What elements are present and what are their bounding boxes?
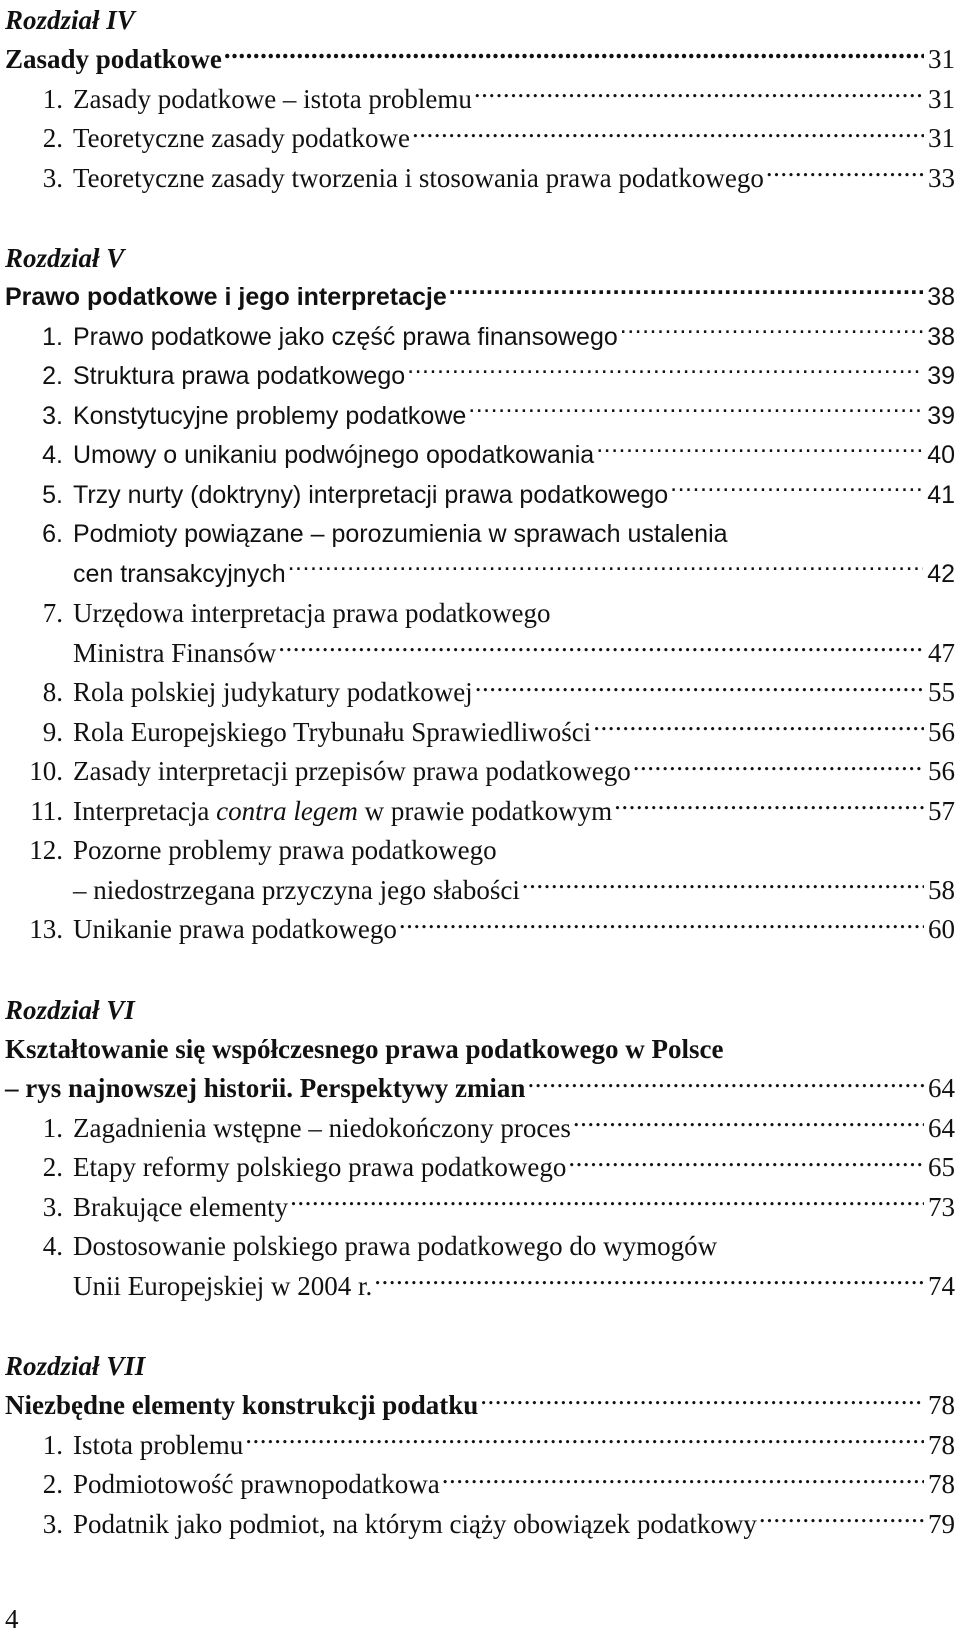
item-title-continued: – niedostrzegana przyczyna jego słabości bbox=[73, 874, 520, 905]
leader-dots bbox=[405, 359, 923, 384]
page-number: 55 bbox=[928, 677, 955, 707]
page-number: 64 bbox=[928, 1073, 955, 1103]
toc-item bbox=[5, 159, 955, 199]
leader-dots bbox=[566, 1149, 924, 1176]
chapter-label: Rozdział V bbox=[5, 243, 125, 273]
chapter-v bbox=[5, 238, 955, 950]
item-number: 1. bbox=[42, 83, 63, 114]
chapter-label: Rozdział IV bbox=[5, 5, 135, 35]
chapter-title-row-continued bbox=[5, 1069, 955, 1109]
page-number: 40 bbox=[927, 441, 955, 469]
toc-item bbox=[5, 476, 955, 516]
chapter-label: Rozdział VI bbox=[5, 994, 135, 1025]
page-number: 31 bbox=[928, 44, 955, 74]
page-number: 31 bbox=[928, 83, 955, 114]
footer-page-number: 4 bbox=[5, 1604, 19, 1634]
toc-item bbox=[5, 673, 955, 713]
leader-dots bbox=[288, 1189, 924, 1216]
chapter-title: Zasady podatkowe bbox=[5, 44, 222, 74]
toc-item bbox=[5, 436, 955, 476]
chapter-title-row bbox=[5, 40, 955, 80]
toc-item bbox=[5, 1505, 955, 1545]
item-title: Umowy o unikaniu podwójnego opodatkowania bbox=[73, 441, 595, 469]
page-number: 65 bbox=[928, 1152, 955, 1182]
table-of-contents bbox=[5, 0, 955, 1544]
item-title-continued: Ministra Finansów bbox=[73, 637, 277, 668]
item-number: 2. bbox=[42, 1469, 63, 1499]
page-number: 38 bbox=[927, 322, 955, 351]
item-title: Teoretyczne zasady tworzenia i stosowania prawa podatkowego bbox=[73, 162, 764, 193]
chapter-title: Prawo podatkowe i jego interpretacje bbox=[5, 283, 447, 311]
item-title: Prawo podatkowe jako część prawa finansowego bbox=[73, 322, 618, 351]
page-number: 78 bbox=[928, 1469, 955, 1499]
item-number: 4. bbox=[42, 1231, 63, 1261]
item-title: Etapy reformy polskiego prawa podatkowego bbox=[73, 1152, 567, 1182]
item-number: 12. bbox=[29, 835, 63, 865]
leader-dots bbox=[631, 753, 924, 780]
item-title: Unikanie prawa podatkowego bbox=[73, 914, 397, 944]
page-number: 42 bbox=[927, 559, 955, 588]
page-number: 58 bbox=[928, 874, 955, 905]
leader-dots bbox=[472, 81, 924, 108]
toc-item-continuation bbox=[5, 871, 955, 911]
leader-dots bbox=[525, 1070, 924, 1097]
toc-item bbox=[5, 357, 955, 397]
leader-dots bbox=[591, 714, 924, 741]
leader-dots bbox=[397, 911, 924, 938]
toc-item-continuation bbox=[5, 634, 955, 674]
leader-dots bbox=[668, 478, 923, 503]
page-number: 64 bbox=[928, 1112, 955, 1143]
toc-item bbox=[5, 1148, 955, 1188]
item-title: Brakujące elementy bbox=[73, 1191, 289, 1222]
page-number: 31 bbox=[928, 123, 955, 153]
item-number: 1. bbox=[42, 322, 63, 351]
toc-item bbox=[5, 752, 955, 792]
chapter-title-row bbox=[5, 1030, 955, 1070]
chapter-label: Rozdział VII bbox=[5, 1351, 146, 1381]
leader-dots bbox=[473, 674, 924, 701]
leader-dots bbox=[447, 280, 923, 305]
leader-dots bbox=[466, 399, 923, 424]
leader-dots bbox=[612, 793, 924, 820]
item-title: Pozorne problemy prawa podatkowego bbox=[73, 835, 497, 865]
toc-item bbox=[5, 1426, 955, 1466]
item-number: 3. bbox=[42, 162, 63, 193]
item-number: 8. bbox=[42, 677, 63, 707]
item-title: Podmiotowość prawnopodatkowa bbox=[73, 1469, 440, 1499]
chapter-title-row bbox=[5, 1386, 955, 1426]
item-number: 5. bbox=[42, 480, 63, 509]
chapter-title-continued: – rys najnowszej historii. Perspektywy zmian bbox=[5, 1073, 526, 1103]
item-number: 2. bbox=[42, 123, 63, 153]
toc-item bbox=[5, 792, 955, 832]
leader-dots bbox=[594, 438, 923, 463]
italic-term: contra legem bbox=[216, 795, 358, 826]
toc-item bbox=[5, 80, 955, 120]
chapter-vi bbox=[5, 990, 955, 1307]
item-title: Zagadnienia wstępne – niedokończony proces bbox=[73, 1112, 571, 1143]
page-number: 60 bbox=[928, 914, 955, 944]
item-title: Interpretacja contra legem w prawie podatkowym bbox=[73, 795, 613, 826]
toc-item bbox=[5, 318, 955, 358]
item-number: 3. bbox=[42, 401, 63, 430]
toc-item bbox=[5, 594, 955, 634]
item-number: 3. bbox=[42, 1508, 63, 1539]
leader-dots bbox=[571, 1110, 924, 1137]
page-number: 78 bbox=[928, 1390, 955, 1420]
item-title: Rola Europejskiego Trybunału Sprawiedliwości bbox=[73, 716, 592, 747]
leader-dots bbox=[764, 160, 924, 187]
leader-dots bbox=[243, 1427, 924, 1454]
toc-item bbox=[5, 397, 955, 437]
toc-item bbox=[5, 515, 955, 555]
chapter-title: Kształtowanie się współczesnego prawa podatkowego w Polsce bbox=[5, 1033, 724, 1064]
item-title: Konstytucyjne problemy podatkowe bbox=[73, 401, 467, 430]
item-number: 1. bbox=[42, 1112, 63, 1143]
leader-dots bbox=[478, 1387, 924, 1414]
leader-dots bbox=[222, 41, 924, 68]
item-number: 13. bbox=[29, 914, 63, 944]
page-number: 38 bbox=[927, 283, 955, 311]
leader-dots bbox=[757, 1506, 924, 1533]
item-title: Zasady podatkowe – istota problemu bbox=[73, 83, 472, 114]
leader-dots bbox=[520, 872, 924, 899]
item-number: 10. bbox=[29, 756, 63, 786]
page-number: 56 bbox=[928, 716, 955, 747]
toc-item bbox=[5, 1188, 955, 1228]
item-number: 2. bbox=[42, 362, 63, 390]
toc-item bbox=[5, 1465, 955, 1505]
page-number: 33 bbox=[928, 162, 955, 193]
leader-dots bbox=[440, 1466, 924, 1493]
page-number: 47 bbox=[928, 637, 955, 668]
item-title: Podmioty powiązane – porozumienia w sprawach ustalenia bbox=[73, 520, 728, 548]
toc-item bbox=[5, 910, 955, 950]
item-title: Teoretyczne zasady podatkowe bbox=[73, 123, 410, 153]
page-number: 79 bbox=[928, 1508, 955, 1539]
leader-dots bbox=[276, 635, 924, 662]
item-title: Urzędowa interpretacja prawa podatkowego bbox=[73, 598, 551, 628]
page-number: 41 bbox=[927, 480, 955, 509]
chapter-title: Niezbędne elementy konstrukcji podatku bbox=[5, 1390, 479, 1420]
item-title-continued: Unii Europejskiej w 2004 r. bbox=[73, 1270, 373, 1301]
item-number: 9. bbox=[42, 716, 63, 747]
item-number: 6. bbox=[42, 520, 63, 548]
toc-item bbox=[5, 713, 955, 753]
chapter-iv bbox=[5, 0, 955, 198]
toc-item bbox=[5, 831, 955, 871]
toc-item-continuation bbox=[5, 555, 955, 595]
item-title: Podatnik jako podmiot, na którym ciąży obowiązek podatkowy bbox=[73, 1508, 757, 1539]
toc-item bbox=[5, 119, 955, 159]
item-title: Istota problemu bbox=[73, 1429, 244, 1460]
page-number: 74 bbox=[928, 1270, 955, 1301]
toc-item-continuation bbox=[5, 1267, 955, 1307]
leader-dots bbox=[410, 120, 924, 147]
toc-item bbox=[5, 1227, 955, 1267]
item-title: Struktura prawa podatkowego bbox=[73, 362, 406, 390]
item-number: 7. bbox=[42, 598, 63, 628]
leader-dots bbox=[618, 320, 923, 345]
leader-dots bbox=[372, 1268, 924, 1295]
item-number: 4. bbox=[42, 441, 63, 469]
chapter-vii bbox=[5, 1346, 955, 1544]
item-number: 3. bbox=[42, 1191, 63, 1222]
item-number: 1. bbox=[42, 1429, 63, 1460]
leader-dots bbox=[286, 557, 924, 582]
page-number: 57 bbox=[928, 795, 955, 826]
item-title: Trzy nurty (doktryny) interpretacji prawa podatkowego bbox=[73, 480, 669, 509]
page-number: 78 bbox=[928, 1429, 955, 1460]
item-title: Zasady interpretacji przepisów prawa podatkowego bbox=[73, 756, 631, 786]
item-number: 2. bbox=[42, 1152, 63, 1182]
item-title-continued: cen transakcyjnych bbox=[73, 559, 286, 588]
item-title: Dostosowanie polskiego prawa podatkowego do wymogów bbox=[73, 1231, 718, 1261]
item-title: Rola polskiej judykatury podatkowej bbox=[73, 677, 473, 707]
page-number: 39 bbox=[927, 401, 955, 430]
page-number: 73 bbox=[928, 1191, 955, 1222]
chapter-title-row bbox=[5, 278, 955, 318]
page-number: 39 bbox=[927, 362, 955, 390]
toc-item bbox=[5, 1109, 955, 1149]
page-number: 56 bbox=[928, 756, 955, 786]
item-number: 11. bbox=[30, 795, 63, 826]
